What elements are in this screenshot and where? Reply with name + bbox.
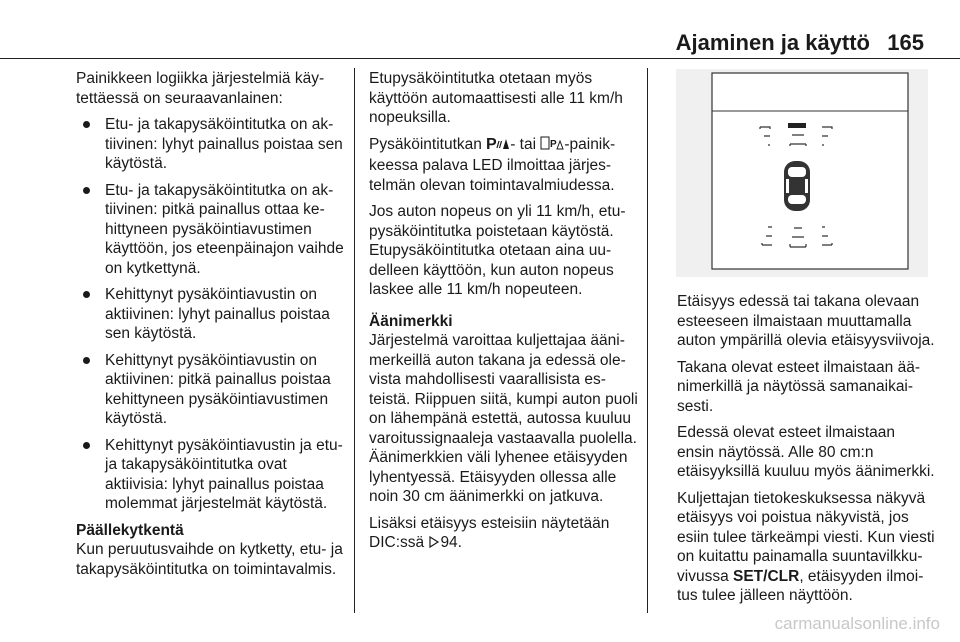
set-clr-label: SET/CLR	[733, 567, 800, 585]
text-run: , etäisyyden ilmoitus tulee jälleen näyttöön.	[677, 567, 924, 604]
page-reference-link[interactable]: 94.	[440, 534, 462, 551]
paragraph: Etupysäköintitutka otetaan myös käyttöön automaattisesti alle 11 km/h nopeuksilla.	[369, 70, 623, 126]
paragraph-led	[369, 135, 639, 196]
list-item: Etu- ja takapysäköintitutka on aktiivinen: pitkä painallus ottaa kehittyneen pysäköintiavustimen käyttöön, jos eteenpäinajon vaihde on kytkettynä.	[76, 181, 346, 279]
section-heading-activation: Päällekytkentä	[76, 521, 184, 539]
column-2	[369, 69, 639, 562]
list-item: Kehittynyt pysäköintiavustin on aktiivinen: pitkä painallus poistaa kehittyneen pysäköintiavustimen käytöstä.	[76, 351, 346, 429]
parking-distance-figure	[676, 69, 928, 277]
paragraph: Jos auton nopeus on yli 11 km/h, etupysäköintitutka poistetaan käytöstä. Etupysäköintitutka otetaan aina uudelleen käyttöön, kun auton nopeus laskee alle 11 km/h nopeuteen.	[369, 203, 626, 298]
column-divider-left	[354, 68, 355, 613]
text-run: Pysäköintitutkan	[369, 135, 487, 153]
paragraph-set-clr	[677, 489, 935, 606]
section-title: Ajaminen ja käyttö	[675, 30, 870, 55]
column-3	[677, 292, 935, 613]
list-item: Kehittynyt pysäköintiavustin ja etu- ja takapysäköintitutka ovat aktiivisia: lyhyt painallus poistaa molemmat järjestelmät käytöstä.	[76, 436, 346, 514]
text-run: - tai	[510, 135, 541, 153]
svg-text:P: P	[550, 138, 558, 150]
park-assist-button-icon	[486, 135, 510, 157]
paragraph: Takana olevat esteet ilmaistaan äänimerkillä ja näytössä samanaikaisesti.	[677, 358, 920, 415]
svg-text:P: P	[486, 135, 497, 151]
activation-paragraph: Kun peruutusvaihde on kytketty, etu- ja takapysäköintitutka on toimintavalmis.	[76, 541, 343, 578]
paragraph-reference	[369, 514, 639, 555]
list-item: Etu- ja takapysäköintitutka on aktiivinen: lyhyt painallus poistaa sen käytöstä.	[76, 115, 346, 174]
advanced-park-assist-button-icon	[540, 135, 564, 157]
column-divider-right	[647, 68, 648, 613]
text-run: Kuljettajan tietokeskuksessa näkyvä etäisyys voi poistua näkyvistä, jos esiin tulee tärkeämpi viesti. Kun viesti on kuitattu painamalla suuntavilkkuvivussa	[677, 489, 935, 585]
paragraph: Edessä olevat esteet ilmaistaan ensin näytössä. Alle 80 cm:n etäisyyksillä kuuluu myös äänimerkki.	[677, 424, 935, 480]
header-rule	[0, 58, 960, 59]
section-heading-signal: Äänimerkki	[369, 312, 453, 330]
parking-distance-display-icon	[676, 69, 928, 277]
text-run: Lisäksi etäisyys esteisiin näytetään DIC:ssä	[369, 514, 610, 551]
watermark: carmanualsonline.info	[774, 614, 940, 633]
intro-paragraph: Painikkeen logiikka järjestelmiä käytettäessä on seuraavanlainen:	[76, 70, 325, 107]
page-number: 165	[887, 30, 924, 55]
paragraph: Etäisyys edessä tai takana olevaan esteeseen ilmaistaan muuttamalla auton ympärillä olevia etäisyysviivoja.	[677, 293, 935, 349]
text-run: -painikkeessa palava LED ilmoittaa järjestelmän olevan toimintavalmiudessa.	[369, 135, 616, 194]
column-1	[76, 69, 346, 586]
button-logic-list	[76, 115, 346, 514]
list-item: Kehittynyt pysäköintiavustin on aktiivinen: lyhyt painallus poistaa sen käytöstä.	[76, 285, 346, 344]
page-reference-arrow-icon	[428, 535, 440, 555]
paragraph: Järjestelmä varoittaa kuljettajaa äänimerkeillä auton takana ja edessä olevista mahdollisesti vaarallisista esteistä. Riippuen siitä, kumpi auton puoli on lähempänä estettä, autossa kuuluu varoitussignaaleja vastaavalla puolella. Äänimerkkien väli lyhenee etäisyyden lyhentyessä. Etäisyyden ollessa alle noin 30 cm äänimerkki on jatkuva.	[369, 332, 638, 505]
